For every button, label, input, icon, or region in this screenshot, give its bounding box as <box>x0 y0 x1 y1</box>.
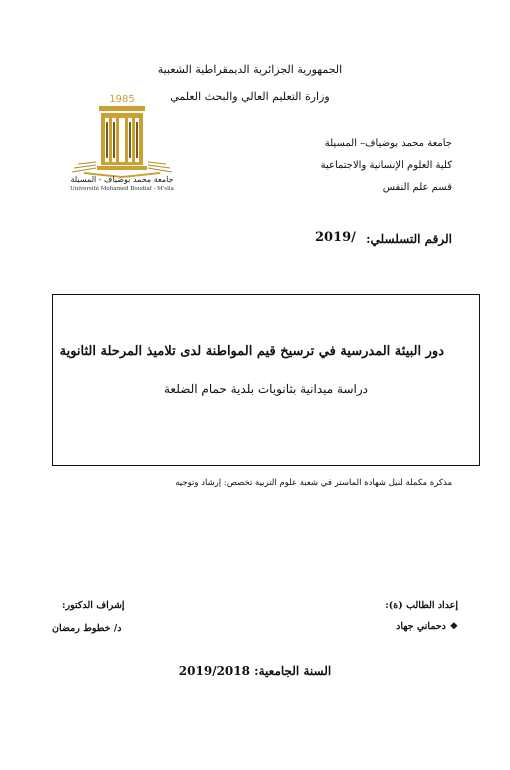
academic-year-row <box>130 664 380 678</box>
supervisor-name: د/ خطوط رمضان <box>52 623 122 634</box>
title-box <box>52 294 480 466</box>
student-name: دحماني جهاد <box>396 621 446 632</box>
memo-description: مذكرة مكملة لنيل شهادة الماستر في شعبة علوم التربية تخصص: إرشاد وتوجيه <box>175 478 452 488</box>
faculty-name: كلية العلوم الإنسانية والاجتماعية <box>320 160 452 171</box>
thesis-title: دور البيئة المدرسية في ترسيخ قيم المواطنة لدى تلاميذ المرحلة الثانوية <box>59 344 444 359</box>
student-label: إعداد الطالب (ة): <box>385 600 458 611</box>
thesis-subtitle: دراسة ميدانية بثانويات بلدية حمام الضلعة <box>164 382 368 396</box>
academic-year-label: السنة الجامعية: <box>254 664 332 678</box>
supervisor-label: إشراف الدكتور: <box>62 600 125 611</box>
logo-year: 1985 <box>109 94 135 105</box>
logo-french-name: Université Mohamed Boudiaf - M'sila <box>70 186 174 192</box>
serial-number-value: 2019/ <box>315 230 356 245</box>
academic-year-value: 2019/2018 <box>178 664 250 678</box>
diamond-bullet-icon: ❖ <box>449 622 458 632</box>
republic-header: الجمهورية الجزائرية الديمقراطية الشعبية <box>157 63 343 76</box>
university-name: جامعة محمد بوضياف– المسيلة <box>324 138 452 149</box>
logo-arabic-name: جامعة محمد بوضياف - المسيلة <box>70 175 174 184</box>
department-name: قسم علم النفس <box>382 182 452 193</box>
ministry-header: وزارة التعليم العالي والبحث العلمي <box>170 90 330 103</box>
serial-number-label: الرقم التسلسلي: <box>366 232 452 246</box>
student-row <box>396 621 458 632</box>
